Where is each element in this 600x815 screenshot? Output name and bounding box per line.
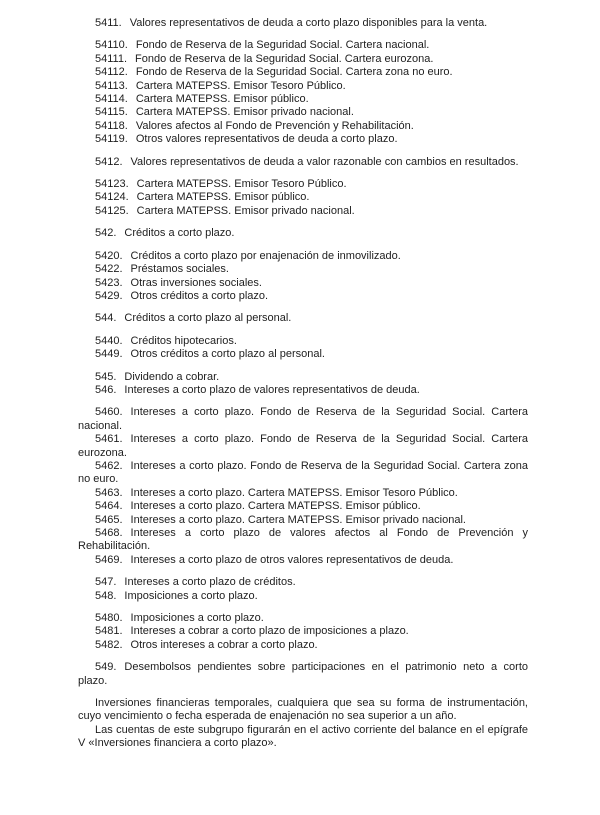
account-line xyxy=(78,500,528,513)
account-code: 54125. xyxy=(95,204,129,217)
account-line xyxy=(78,590,528,603)
account-line xyxy=(78,576,528,589)
account-line xyxy=(78,335,528,348)
account-description: Intereses a corto plazo de otros valores representativos de deuda. xyxy=(130,553,454,566)
account-line xyxy=(78,205,528,218)
closing-paragraphs xyxy=(78,697,528,751)
account-code: 5465. xyxy=(95,513,123,526)
account-code: 54111. xyxy=(95,52,128,65)
account-description: Dividendo a cobrar. xyxy=(124,370,220,383)
account-code: 5412. xyxy=(95,155,123,168)
account-code: 54110. xyxy=(95,39,128,52)
paragraph: Las cuentas de este subgrupo figurarán en el activo corriente del balance en el epígrafe V «Inversiones financiera a corto plazo». xyxy=(78,723,528,750)
account-group xyxy=(78,250,528,304)
account-description: Valores representativos de deuda a corto plazo disponibles para la venta. xyxy=(129,17,488,29)
account-group xyxy=(78,39,528,146)
account-line xyxy=(78,39,528,52)
account-description: Cartera MATEPSS. Emisor Tesoro Público. xyxy=(136,178,347,191)
account-line xyxy=(78,312,528,325)
account-description: Intereses a corto plazo. Fondo de Reserva de la Seguridad Social. Cartera zona no euro. xyxy=(78,459,528,486)
account-code: 5422. xyxy=(95,263,123,276)
account-group xyxy=(78,576,528,603)
account-description: Imposiciones a corto plazo. xyxy=(130,612,264,625)
account-code: 5481. xyxy=(95,625,123,638)
account-code: 5461. xyxy=(95,433,123,446)
account-line xyxy=(78,277,528,290)
account-line xyxy=(78,120,528,133)
account-description: Intereses a corto plazo. Cartera MATEPSS. Emisor privado nacional. xyxy=(130,513,466,526)
account-code: 5480. xyxy=(95,612,123,625)
account-line xyxy=(78,460,528,487)
account-description: Otros créditos a corto plazo. xyxy=(130,289,269,302)
account-line xyxy=(78,625,528,638)
account-code: 5449. xyxy=(95,348,123,361)
account-description: Valores afectos al Fondo de Prevención y Rehabilitación. xyxy=(135,119,414,132)
account-line xyxy=(78,527,528,554)
account-code: 54112. xyxy=(95,66,128,79)
account-line xyxy=(78,290,528,303)
account-group xyxy=(78,227,528,240)
account-description: Créditos hipotecarios. xyxy=(130,334,237,347)
account-code: 54114. xyxy=(95,93,128,106)
account-code: 5423. xyxy=(95,276,123,289)
account-description: Fondo de Reserva de la Seguridad Social. Cartera nacional. xyxy=(135,39,430,52)
account-line xyxy=(78,639,528,652)
account-line xyxy=(78,66,528,79)
account-code: 54113. xyxy=(95,79,128,92)
account-code: 5429. xyxy=(95,289,123,302)
account-line xyxy=(78,106,528,119)
account-description: Cartera MATEPSS. Emisor público. xyxy=(135,93,309,106)
account-group xyxy=(78,335,528,362)
account-code: 549. xyxy=(95,661,117,674)
account-description: Cartera MATEPSS. Emisor privado nacional. xyxy=(136,204,355,217)
account-description: Créditos a corto plazo. xyxy=(124,227,235,240)
account-list xyxy=(78,17,528,760)
account-description: Préstamos sociales. xyxy=(130,263,229,276)
account-line xyxy=(78,53,528,66)
account-description: Desembolsos pendientes sobre participaciones en el patrimonio neto a corto plazo. xyxy=(78,661,528,687)
account-line xyxy=(78,191,528,204)
account-description: Intereses a corto plazo de créditos. xyxy=(124,576,296,589)
account-line xyxy=(78,433,528,460)
account-line xyxy=(78,156,528,169)
account-line xyxy=(78,384,528,397)
account-line xyxy=(78,17,528,30)
account-code: 5411. xyxy=(95,17,122,29)
account-description: Intereses a corto plazo. Fondo de Reserva de la Seguridad Social. Cartera nacional. xyxy=(78,406,528,432)
account-group xyxy=(78,406,528,567)
account-line xyxy=(78,263,528,276)
account-code: 54118. xyxy=(95,119,128,132)
account-group xyxy=(78,178,528,218)
account-code: 5420. xyxy=(95,249,123,262)
account-code: 5464. xyxy=(95,500,123,513)
account-line xyxy=(78,93,528,106)
account-code: 542. xyxy=(95,227,117,240)
account-group xyxy=(78,17,528,30)
account-line xyxy=(78,371,528,384)
account-code: 5440. xyxy=(95,334,123,347)
account-code: 5463. xyxy=(95,486,123,499)
account-code: 5462. xyxy=(95,459,123,472)
account-line xyxy=(78,227,528,240)
account-code: 54123. xyxy=(95,178,129,191)
account-code: 545. xyxy=(95,370,117,383)
account-description: Cartera MATEPSS. Emisor privado nacional. xyxy=(135,106,354,119)
account-group xyxy=(78,661,528,688)
account-code: 54119. xyxy=(95,133,128,146)
account-description: Intereses a corto plazo. Cartera MATEPSS. Emisor público. xyxy=(130,500,421,513)
account-description: Cartera MATEPSS. Emisor Tesoro Público. xyxy=(135,79,346,92)
account-description: Intereses a cobrar a corto plazo de imposiciones a plazo. xyxy=(130,625,409,638)
account-code: 54115. xyxy=(95,106,128,119)
account-line xyxy=(78,406,528,433)
account-description: Intereses a corto plazo de valores representativos de deuda. xyxy=(124,383,420,396)
account-group xyxy=(78,156,528,169)
paragraph: Inversiones financieras temporales, cualquiera que sea su forma de instrumentación, cuyo vencimiento o fecha esperada de enajenación no sea superior a un año. xyxy=(78,697,528,723)
account-code: 5468. xyxy=(95,527,123,539)
account-description: Intereses a corto plazo de valores afectos al Fondo de Prevención y Rehabilitación. xyxy=(78,527,528,553)
account-code: 5482. xyxy=(95,638,123,651)
account-description: Otras inversiones sociales. xyxy=(130,276,262,289)
account-line xyxy=(78,514,528,527)
account-group xyxy=(78,312,528,325)
account-description: Créditos a corto plazo al personal. xyxy=(124,312,292,325)
account-line xyxy=(78,554,528,567)
account-description: Otros valores representativos de deuda a corto plazo. xyxy=(135,133,398,146)
account-line xyxy=(78,133,528,146)
account-description: Cartera MATEPSS. Emisor público. xyxy=(136,191,310,204)
account-description: Otros intereses a cobrar a corto plazo. xyxy=(130,638,318,651)
account-description: Intereses a corto plazo. Fondo de Reserva de la Seguridad Social. Cartera eurozona. xyxy=(78,433,528,459)
account-description: Otros créditos a corto plazo al personal. xyxy=(130,348,325,361)
account-code: 54124. xyxy=(95,191,129,204)
account-line xyxy=(78,80,528,93)
account-line xyxy=(78,348,528,361)
account-group xyxy=(78,371,528,398)
account-line xyxy=(78,250,528,263)
account-description: Imposiciones a corto plazo. xyxy=(124,589,258,602)
account-description: Intereses a corto plazo. Cartera MATEPSS. Emisor Tesoro Público. xyxy=(130,486,458,499)
account-line xyxy=(78,612,528,625)
account-line xyxy=(78,487,528,500)
account-group xyxy=(78,612,528,652)
account-code: 5469. xyxy=(95,553,123,566)
account-description: Fondo de Reserva de la Seguridad Social. Cartera eurozona. xyxy=(135,52,434,65)
account-code: 544. xyxy=(95,312,117,325)
account-code: 546. xyxy=(95,383,117,396)
account-line xyxy=(78,661,528,688)
account-description: Valores representativos de deuda a valor razonable con cambios en resultados. xyxy=(130,155,519,168)
account-description: Fondo de Reserva de la Seguridad Social. Cartera zona no euro. xyxy=(135,66,453,79)
account-description: Créditos a corto plazo por enajenación de inmovilizado. xyxy=(130,249,401,262)
account-code: 5460. xyxy=(95,406,123,419)
account-line xyxy=(78,178,528,191)
account-code: 548. xyxy=(95,589,117,602)
account-code: 547. xyxy=(95,576,117,589)
